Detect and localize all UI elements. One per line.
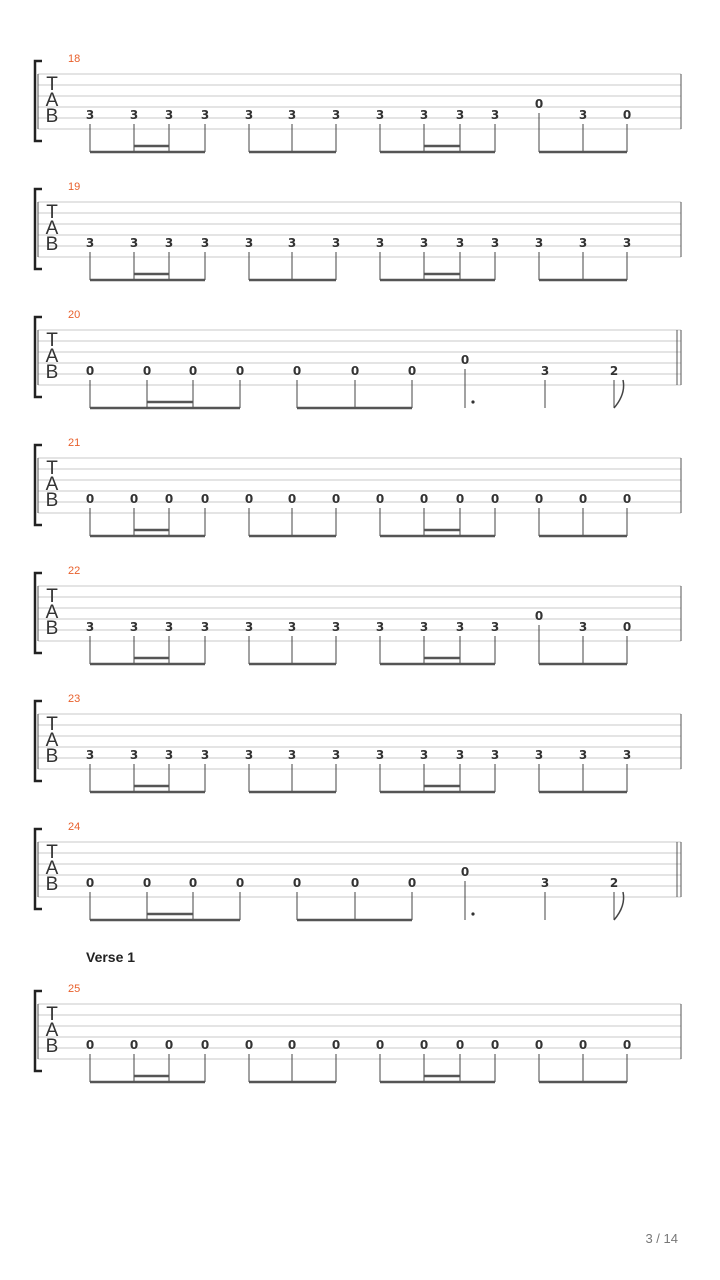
fret-number: 3 — [419, 748, 429, 762]
fret-number: 3 — [200, 748, 210, 762]
fret-number: 3 — [455, 748, 465, 762]
fret-number: 3 — [419, 620, 429, 634]
fret-number: 3 — [578, 108, 588, 122]
measure-number: 18 — [68, 53, 81, 65]
fret-number: 3 — [200, 620, 210, 634]
fret-number: 3 — [287, 748, 297, 762]
tab-letter: B — [45, 362, 59, 383]
fret-number: 0 — [235, 876, 245, 890]
fret-number: 3 — [490, 620, 500, 634]
section-label: Verse 1 — [86, 949, 136, 965]
fret-number: 3 — [578, 748, 588, 762]
fret-number: 0 — [622, 1038, 632, 1052]
tab-letter: T — [46, 202, 58, 223]
fret-number: 3 — [455, 108, 465, 122]
fret-number: 3 — [375, 108, 385, 122]
fret-number: 3 — [164, 620, 174, 634]
fret-number: 0 — [85, 492, 95, 506]
fret-number: 0 — [85, 364, 95, 378]
tab-letter: A — [45, 1020, 59, 1041]
tab-letter: A — [45, 602, 59, 623]
measure-number: 23 — [68, 693, 81, 705]
fret-number: 0 — [142, 364, 152, 378]
fret-number: 0 — [534, 97, 544, 111]
tab-letter: B — [45, 106, 59, 127]
fret-number: 3 — [331, 108, 341, 122]
fret-number: 0 — [490, 492, 500, 506]
fret-number: 0 — [188, 364, 198, 378]
fret-number: 3 — [85, 620, 95, 634]
measure-number: 21 — [68, 437, 81, 449]
tab-letter: B — [45, 234, 59, 255]
fret-number: 0 — [534, 1038, 544, 1052]
fret-number: 0 — [375, 1038, 385, 1052]
fret-number: 3 — [244, 108, 254, 122]
fret-number: 0 — [419, 492, 429, 506]
fret-number: 0 — [407, 364, 417, 378]
note-flag — [614, 380, 624, 408]
fret-number: 3 — [534, 236, 544, 250]
fret-number: 3 — [129, 620, 139, 634]
fret-number: 0 — [534, 609, 544, 623]
fret-number: 0 — [287, 1038, 297, 1052]
fret-number: 3 — [164, 108, 174, 122]
measure-number: 24 — [68, 821, 81, 833]
fret-number: 3 — [244, 748, 254, 762]
fret-number: 3 — [164, 236, 174, 250]
fret-number: 0 — [534, 492, 544, 506]
fret-number: 0 — [350, 364, 360, 378]
fret-number: 0 — [129, 492, 139, 506]
measure-number: 22 — [68, 565, 81, 577]
fret-number: 0 — [419, 1038, 429, 1052]
fret-number: 0 — [287, 492, 297, 506]
fret-number: 0 — [455, 492, 465, 506]
tab-letter: T — [46, 330, 58, 351]
fret-number: 0 — [622, 492, 632, 506]
tab-letter: A — [45, 90, 59, 111]
tab-letter: T — [46, 586, 58, 607]
fret-number: 0 — [578, 1038, 588, 1052]
fret-number: 0 — [188, 876, 198, 890]
tab-letter: T — [46, 458, 58, 479]
tab-letter: A — [45, 730, 59, 751]
measure-number: 25 — [68, 983, 81, 995]
dot — [471, 912, 474, 915]
fret-number: 0 — [407, 876, 417, 890]
fret-number: 3 — [375, 620, 385, 634]
fret-number: 0 — [142, 876, 152, 890]
tab-letter: T — [46, 842, 58, 863]
fret-number: 0 — [164, 492, 174, 506]
fret-number: 0 — [331, 1038, 341, 1052]
fret-number: 0 — [85, 1038, 95, 1052]
fret-number: 2 — [609, 876, 619, 890]
fret-number: 3 — [490, 748, 500, 762]
fret-number: 0 — [622, 108, 632, 122]
fret-number: 3 — [455, 620, 465, 634]
fret-number: 0 — [375, 492, 385, 506]
fret-number: 3 — [622, 748, 632, 762]
tab-letter: A — [45, 858, 59, 879]
tab-letter: A — [45, 218, 59, 239]
fret-number: 3 — [129, 748, 139, 762]
tab-letter: B — [45, 874, 59, 895]
fret-number: 3 — [85, 108, 95, 122]
fret-number: 3 — [287, 108, 297, 122]
fret-number: 0 — [200, 492, 210, 506]
fret-number: 3 — [287, 620, 297, 634]
fret-number: 3 — [490, 108, 500, 122]
page-number: 3 / 14 — [645, 1231, 678, 1246]
fret-number: 3 — [375, 236, 385, 250]
tab-letter: B — [45, 746, 59, 767]
fret-number: 3 — [164, 748, 174, 762]
fret-number: 3 — [244, 620, 254, 634]
fret-number: 3 — [540, 876, 550, 890]
fret-number: 3 — [419, 108, 429, 122]
fret-number: 2 — [609, 364, 619, 378]
fret-number: 0 — [85, 876, 95, 890]
note-flag — [614, 892, 624, 920]
fret-number: 0 — [129, 1038, 139, 1052]
fret-number: 3 — [331, 620, 341, 634]
tab-letter: A — [45, 474, 59, 495]
fret-number: 0 — [200, 1038, 210, 1052]
fret-number: 3 — [85, 236, 95, 250]
fret-number: 3 — [129, 108, 139, 122]
fret-number: 3 — [490, 236, 500, 250]
fret-number: 0 — [490, 1038, 500, 1052]
fret-number: 0 — [244, 492, 254, 506]
tab-letter: A — [45, 346, 59, 367]
fret-number: 3 — [534, 748, 544, 762]
fret-number: 3 — [455, 236, 465, 250]
fret-number: 3 — [622, 236, 632, 250]
tab-letter: B — [45, 1036, 59, 1057]
tab-letter: T — [46, 1004, 58, 1025]
fret-number: 0 — [164, 1038, 174, 1052]
fret-number: 3 — [540, 364, 550, 378]
fret-number: 0 — [235, 364, 245, 378]
measure-number: 19 — [68, 181, 81, 193]
fret-number: 3 — [287, 236, 297, 250]
fret-number: 0 — [455, 1038, 465, 1052]
fret-number: 3 — [419, 236, 429, 250]
fret-number: 0 — [292, 876, 302, 890]
tab-letter: B — [45, 618, 59, 639]
fret-number: 3 — [331, 236, 341, 250]
fret-number: 3 — [200, 108, 210, 122]
fret-number: 0 — [331, 492, 341, 506]
tab-letter: B — [45, 490, 59, 511]
fret-number: 3 — [578, 620, 588, 634]
fret-number: 0 — [292, 364, 302, 378]
fret-number: 0 — [350, 876, 360, 890]
fret-number: 0 — [460, 865, 470, 879]
dot — [471, 400, 474, 403]
tab-letter: T — [46, 74, 58, 95]
fret-number: 3 — [200, 236, 210, 250]
fret-number: 0 — [578, 492, 588, 506]
fret-number: 0 — [244, 1038, 254, 1052]
fret-number: 3 — [375, 748, 385, 762]
fret-number: 3 — [129, 236, 139, 250]
fret-number: 0 — [460, 353, 470, 367]
fret-number: 3 — [85, 748, 95, 762]
measure-number: 20 — [68, 309, 81, 321]
fret-number: 3 — [244, 236, 254, 250]
fret-number: 3 — [331, 748, 341, 762]
fret-number: 3 — [578, 236, 588, 250]
fret-number: 0 — [622, 620, 632, 634]
tab-letter: T — [46, 714, 58, 735]
